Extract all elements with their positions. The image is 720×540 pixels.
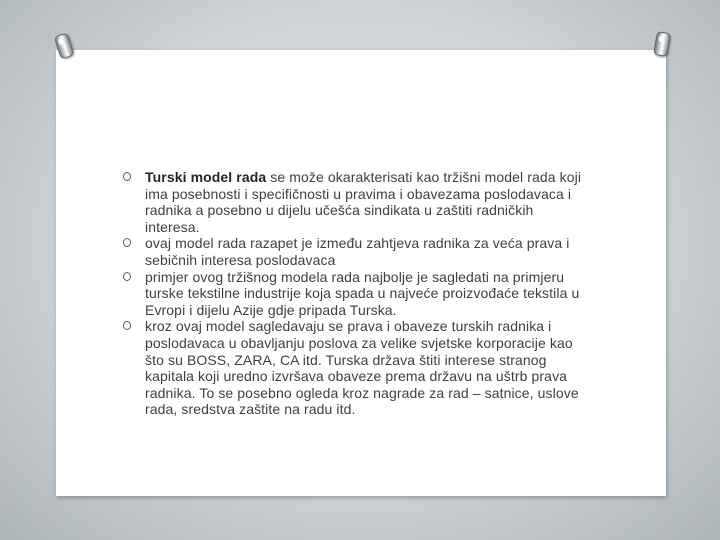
bullet-item xyxy=(123,235,583,268)
bullet-item xyxy=(123,318,583,418)
bullet-text: kroz ovaj model sagledavaju se prava i obaveze turskih radnika i poslodavaca u obavljanju poslova za velike svjetske korporacije kao što su BOSS, ZARA, CA itd. Turska država štiti interese stranog kapitala koji uredno izvršava obaveze prema državu na uštrb prava radnika. To se posebno ogleda kroz nagrade za rad – satnice, uslove rada, sredstva zaštite na radu itd. xyxy=(145,318,579,418)
bullet-circle-icon xyxy=(123,272,131,281)
bullet-list xyxy=(123,169,583,418)
pin-icon xyxy=(653,31,671,57)
bullet-item xyxy=(123,269,583,319)
bullet-text: primjer ovog tržišnog modela rada najbolje je sagledati na primjeru turske tekstilne industrije koja spada u najveće proizvođaće tekstila u Evropi i dijelu Azije gdje pripada Turska. xyxy=(145,268,580,318)
bullet-item xyxy=(123,169,583,235)
bullet-circle-icon xyxy=(123,238,131,247)
bullet-text: ovaj model rada razapet je između zahtjeva radnika za veća prava i sebičnih interesa poslodavaca xyxy=(145,235,570,268)
bullet-circle-icon xyxy=(123,321,131,330)
bullet-text: se može okarakterisati kao tržišni model rada koji ima posebnosti i specifičnosti u pravima i obavezama poslodavaca i radnika a posebno u dijelu učešća sindikata u zaštiti radničkih interesa. xyxy=(145,169,582,235)
bullet-circle-icon xyxy=(123,172,131,181)
bullet-lead: Turski model rada xyxy=(145,169,267,185)
